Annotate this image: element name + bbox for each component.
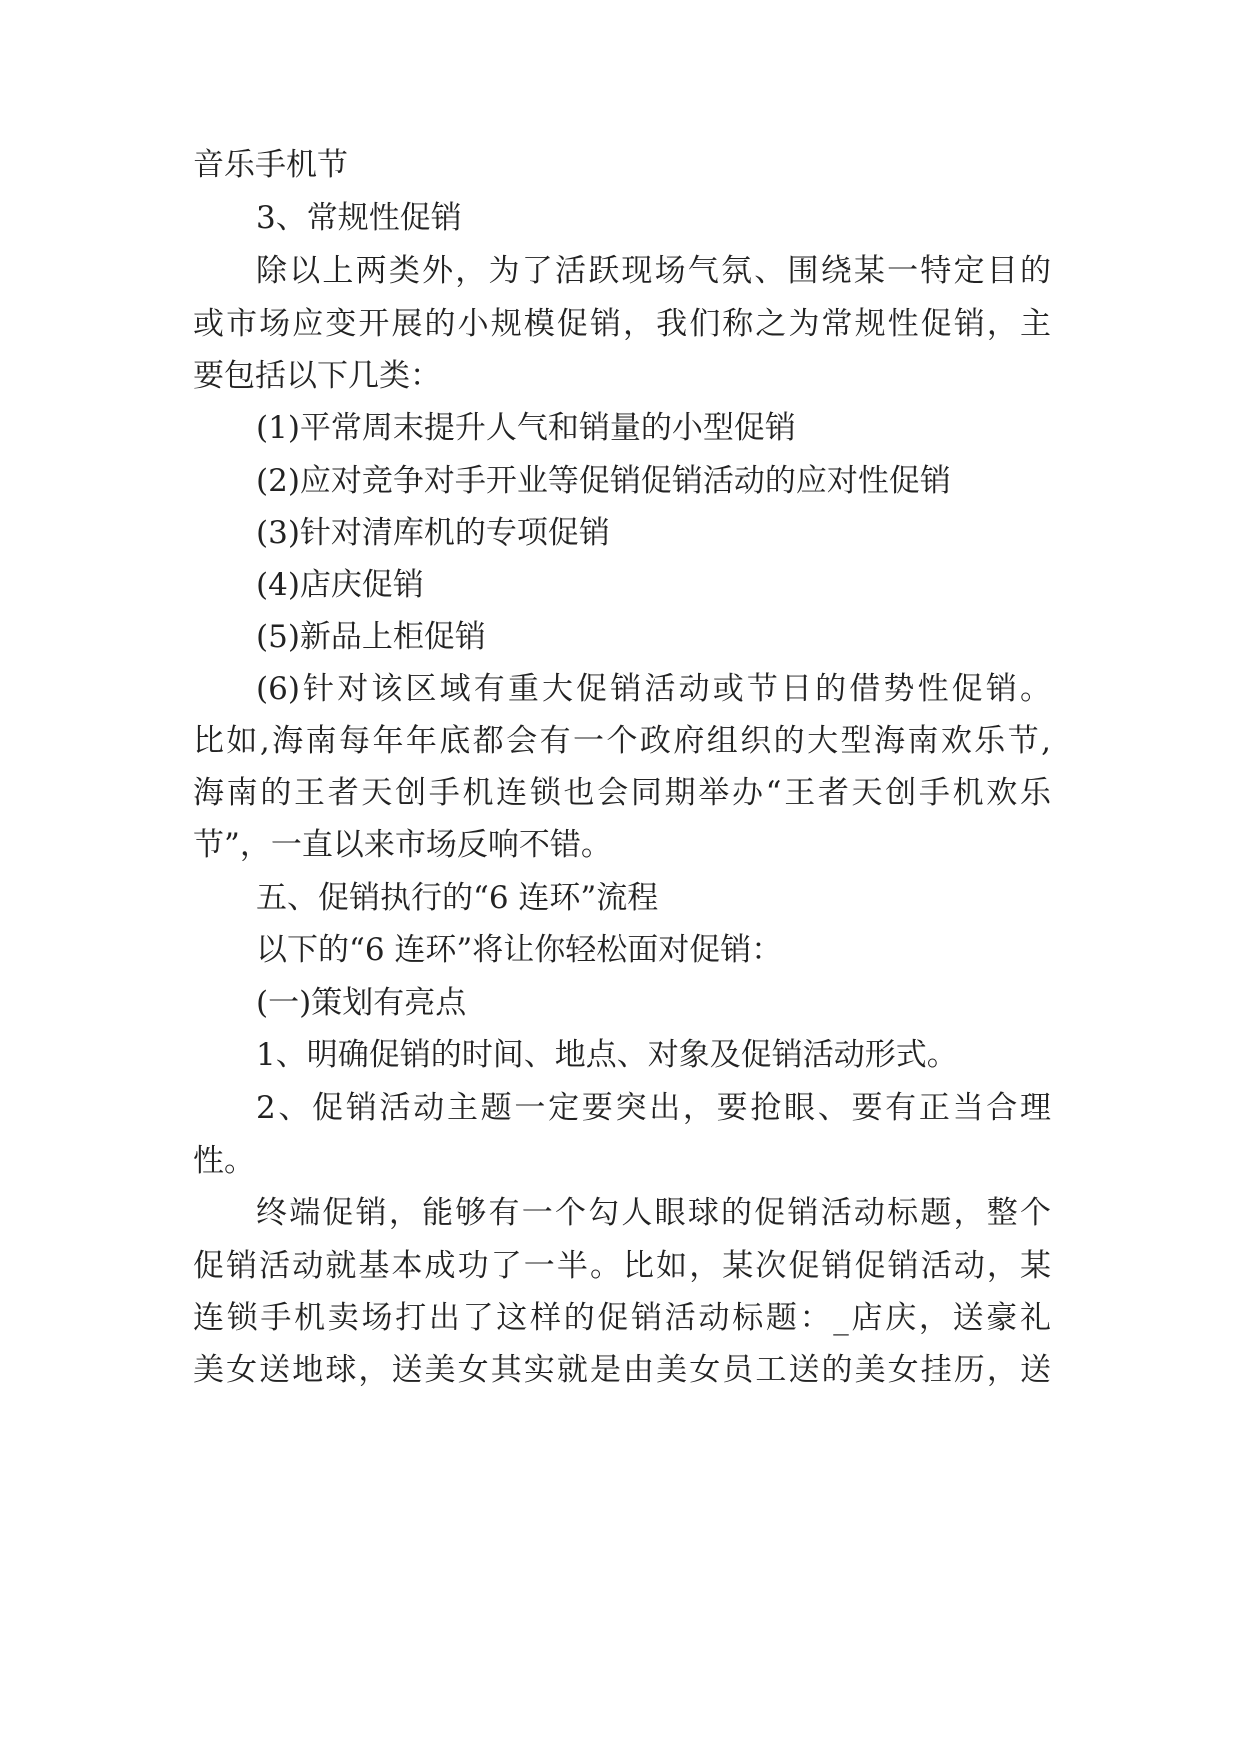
section-heading: 3、常规性促销: [256, 200, 462, 236]
text-line: 性。: [193, 1143, 255, 1179]
text-line: 1、明确促销的时间、地点、对象及促销活动形式。: [256, 1037, 958, 1073]
section-heading: 五、促销执行的“6 连环”流程: [256, 880, 659, 916]
text-line: 除以上两类外，为了活跃现场气氛、围绕某一特定目的: [256, 253, 1051, 289]
list-item: (5)新品上柜促销: [256, 619, 486, 655]
text-line: 音乐手机节: [193, 147, 348, 183]
text-line: 要包括以下几类：: [193, 358, 441, 394]
list-item: (1)平常周末提升人气和销量的小型促销: [256, 410, 796, 446]
text-line: 连锁手机卖场打出了这样的促销活动标题：_店庆，送豪礼: [193, 1300, 1051, 1336]
list-item: (2)应对竞争对手开业等促销促销活动的应对性促销: [256, 463, 951, 499]
text-line: 或市场应变开展的小规模促销，我们称之为常规性促销，主: [193, 306, 1051, 342]
list-item: (3)针对清库机的专项促销: [256, 515, 610, 551]
text-line: 促销活动就基本成功了一半。比如，某次促销促销活动，某: [193, 1248, 1051, 1284]
subsection-heading: (一)策划有亮点: [256, 985, 467, 1021]
text-line: 比如,海南每年年底都会有一个政府组织的大型海南欢乐节,: [193, 723, 1051, 759]
list-item: (4)店庆促销: [256, 567, 424, 603]
text-line: 美女送地球，送美女其实就是由美女员工送的美女挂历，送: [193, 1352, 1051, 1388]
text-line: 节”，一直以来市场反响不错。: [193, 827, 612, 863]
text-line: 海南的王者天创手机连锁也会同期举办“王者天创手机欢乐: [193, 775, 1051, 811]
text-line: 以下的“6 连环”将让你轻松面对促销：: [256, 932, 783, 968]
list-item: (6)针对该区域有重大促销活动或节日的借势性促销。: [256, 671, 1051, 707]
text-line: 终端促销，能够有一个勾人眼球的促销活动标题，整个: [256, 1195, 1051, 1231]
text-line: 2、促销活动主题一定要突出，要抢眼、要有正当合理: [256, 1090, 1051, 1126]
